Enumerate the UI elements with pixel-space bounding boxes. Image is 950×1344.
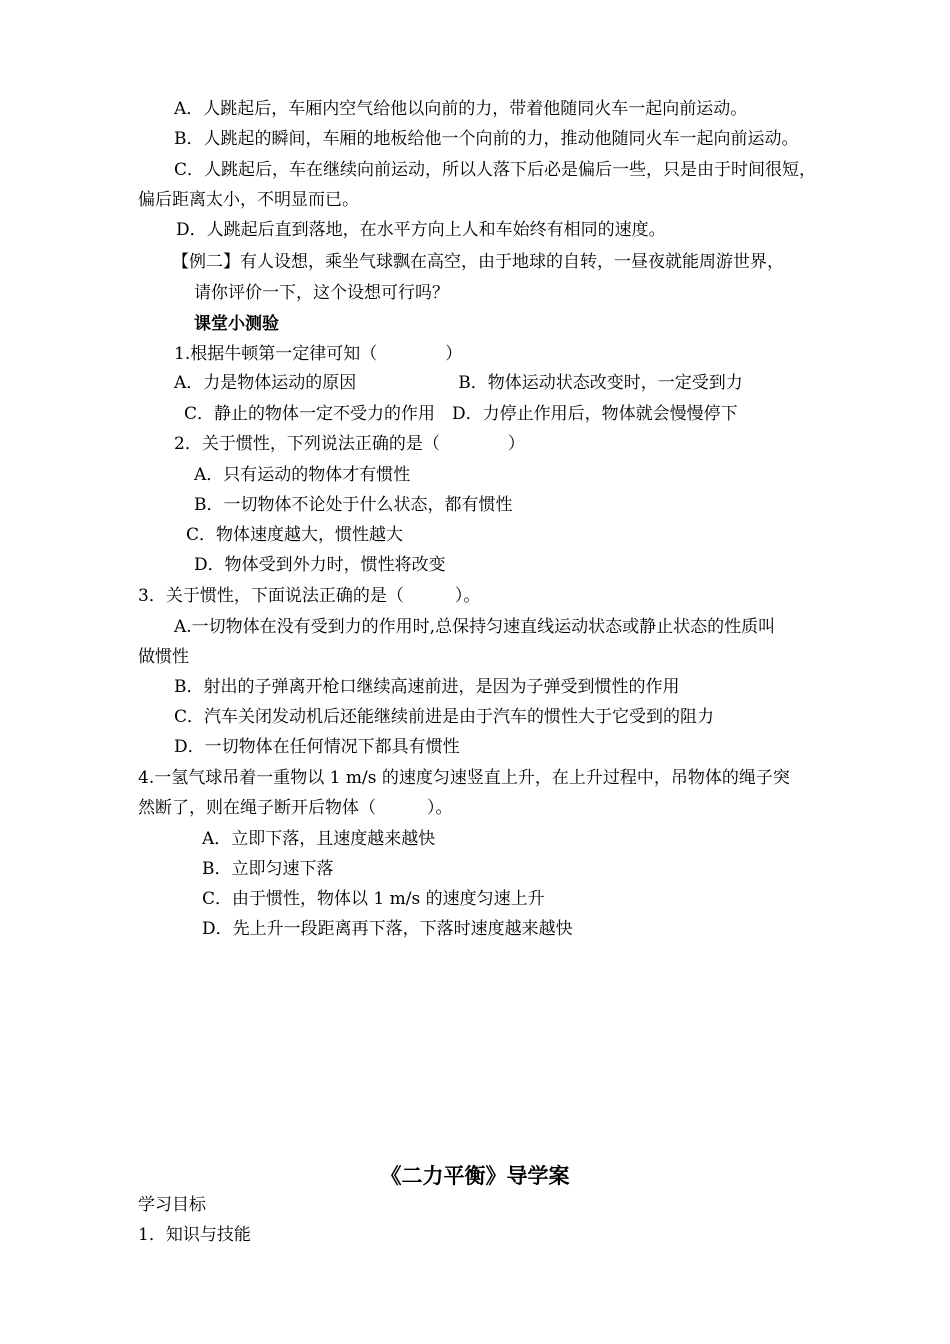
q4-option-d: D．先上升一段距离再下落，下落时速度越来越快	[202, 919, 573, 939]
q1-stem: 1.根据牛顿第一定律可知（ ）	[174, 344, 463, 364]
q1-options-row1: A．力是物体运动的原因 B．物体运动状态改变时，一定受到力	[174, 373, 743, 393]
example1-option-d: D．人跳起后直到落地，在水平方向上人和车始终有相同的速度。	[176, 220, 666, 240]
quiz-heading: 课堂小测验	[194, 314, 279, 334]
example2-line1: 【例二】有人设想，乘坐气球飘在高空，由于地球的自转，一昼夜就能周游世界，	[172, 252, 784, 272]
q3-stem: 3．关于惯性，下面说法正确的是（ ）。	[138, 586, 481, 606]
q2-option-b: B．一切物体不论处于什么状态，都有惯性	[194, 495, 513, 515]
example1-option-c-cont: 偏后距离太小，不明显而已。	[138, 190, 359, 210]
example1-option-b: B．人跳起的瞬间，车厢的地板给他一个向前的力，推动他随同火车一起向前运动。	[174, 129, 799, 149]
q3-option-c: C．汽车关闭发动机后还能继续前进是由于汽车的惯性大于它受到的阻力	[174, 707, 715, 727]
goal-item-1: 1．知识与技能	[138, 1225, 251, 1245]
q4-stem-line1: 4.一氢气球吊着一重物以 1 m/s 的速度匀速竖直上升，在上升过程中，吊物体的绳子突	[138, 768, 790, 788]
example2-line2: 请你评价一下，这个设想可行吗？	[194, 283, 449, 303]
example1-option-a: A．人跳起后，车厢内空气给他以向前的力，带着他随同火车一起向前运动。	[174, 99, 748, 119]
q4-option-a: A．立即下落，且速度越来越快	[202, 829, 436, 849]
example1-option-c: C．人跳起后，车在继续向前运动，所以人落下后必是偏后一些，只是由于时间很短，	[174, 160, 817, 180]
q1-options-row2: C．静止的物体一定不受力的作用 D．力停止作用后，物体就会慢慢停下	[184, 404, 738, 424]
section-title: 《二力平衡》导学案	[380, 1164, 570, 1188]
q4-option-b: B．立即匀速下落	[202, 859, 334, 879]
q4-option-c: C．由于惯性，物体以 1 m/s 的速度匀速上升	[202, 889, 545, 909]
q2-option-a: A．只有运动的物体才有惯性	[194, 465, 411, 485]
q3-option-a-cont: 做惯性	[138, 647, 189, 667]
q4-stem-line2: 然断了，则在绳子断开后物体（ ）。	[138, 798, 453, 818]
q3-option-d: D．一切物体在任何情况下都具有惯性	[174, 737, 460, 757]
learning-goals-label: 学习目标	[138, 1195, 206, 1215]
q3-option-a: A.一切物体在没有受到力的作用时,总保持匀速直线运动状态或静止状态的性质叫	[174, 617, 776, 637]
q3-option-b: B．射出的子弹离开枪口继续高速前进，是因为子弹受到惯性的作用	[174, 677, 680, 697]
q2-option-d: D．物体受到外力时，惯性将改变	[194, 555, 446, 575]
q2-option-c: C．物体速度越大，惯性越大	[186, 525, 404, 545]
q2-stem: 2．关于惯性，下列说法正确的是（ ）	[174, 434, 525, 454]
